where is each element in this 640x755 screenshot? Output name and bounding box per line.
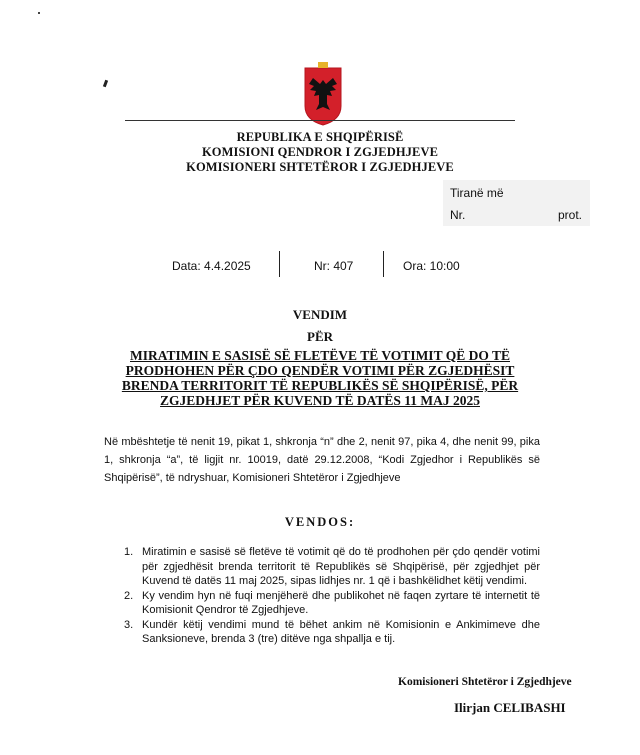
meta-divider bbox=[383, 251, 384, 277]
list-item bbox=[110, 545, 540, 589]
commission-name: KOMISIONI QENDROR I ZGJEDHJEVE bbox=[201, 145, 439, 159]
stamp-nr-label: Nr. bbox=[450, 208, 466, 222]
item-number: 1. bbox=[124, 546, 134, 558]
stamp-prot-label: prot. bbox=[558, 208, 583, 222]
item-number: 2. bbox=[124, 589, 134, 602]
header-rule bbox=[125, 120, 515, 121]
list-item bbox=[110, 589, 540, 618]
decision-time: Ora: 10:00 bbox=[403, 259, 460, 273]
item-text: Ky vendim hyn në fuqi menjëherë dhe publikohet në faqen zyrtare të internetit të Komisionit Qendror të Zgjedhjeve. bbox=[142, 589, 540, 616]
commissioner-name: KOMISIONERI SHTETËROR I ZGJEDHJEVE bbox=[186, 160, 454, 174]
signatory-name: Ilirjan CELIBASHI bbox=[454, 700, 566, 715]
for-heading: PËR bbox=[307, 329, 333, 344]
meta-divider bbox=[279, 251, 280, 277]
decides-heading: VENDOS: bbox=[284, 515, 356, 529]
scan-speck bbox=[38, 12, 40, 14]
legal-basis-paragraph: Në mbështetje të nenit 19, pikat 1, shkronja “n” dhe 2, nenit 97, pika 4, dhe nenit 99, pika 1, shkronja “a”, të ligjit nr. 10019, datë 29.12.2008, “Kodi Zgjedhor i Republikës së Shqipërisë”, të ndryshuar, Komisioneri Shtetëror i Zgjedhjeve bbox=[104, 436, 540, 484]
stamp-tirane-label: Tiranë më bbox=[450, 186, 504, 200]
decision-date: Data: 4.4.2025 bbox=[172, 259, 251, 273]
decision-subject: MIRATIMIN E SASISË SË FLETËVE TË VOTIMIT QË DO TË PRODHOHEN PËR ÇDO QENDËR VOTIMI PËR ZGJEDHËSIT BRENDA TERRITORIT TË REPUBLIKËS SË SHQIPËRISË, PËR ZGJEDHJET PËR KUVEND TË DATËS 11 MAJ 2025 bbox=[121, 348, 519, 408]
item-text: Miratimin e sasisë së fletëve të votimit që do të prodhohen për çdo qendër votimi për zgjedhësit brenda territorit të Republikës së Shqipërisë, për zgjedhjet për Kuvend të datës 11 maj 2025, sipas lidhjes nr. 1 që i bashkëlidhet këtij vendimi. bbox=[142, 546, 540, 587]
document-type-heading: VENDIM bbox=[292, 307, 348, 322]
item-text: Kundër këtij vendimi mund të bëhet ankim në Komisionin e Ankimimeve dhe Sanksioneve, brenda 3 (tre) ditëve nga shpallja e tij. bbox=[142, 618, 540, 645]
decision-number: Nr: 407 bbox=[314, 259, 354, 273]
signatory-role: Komisioneri Shtetëror i Zgjedhjeve bbox=[398, 676, 572, 688]
albanian-coat-of-arms-icon bbox=[303, 62, 343, 126]
item-number: 3. bbox=[124, 618, 134, 631]
country-name: REPUBLIKA E SHQIPËRISË bbox=[236, 130, 404, 144]
decision-items-list bbox=[110, 545, 540, 647]
list-item bbox=[110, 618, 540, 647]
scan-speck bbox=[103, 80, 108, 88]
